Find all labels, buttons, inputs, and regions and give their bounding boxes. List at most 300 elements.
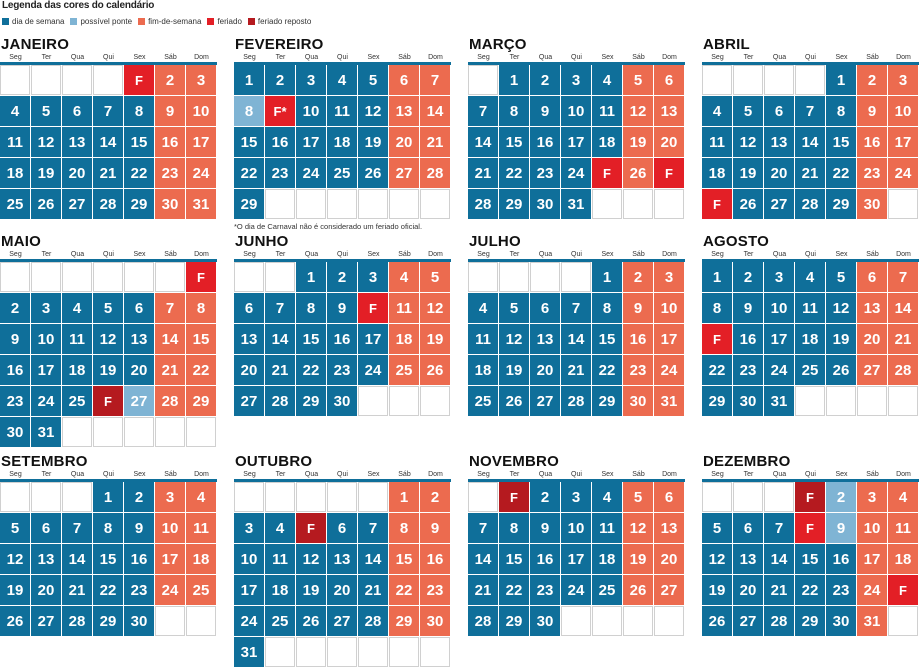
day-cell: 16 [265, 127, 295, 157]
weekday-label: Ter [509, 54, 520, 61]
day-cell: 26 [623, 158, 653, 188]
day-cell: 13 [733, 544, 763, 574]
day-cell: 24 [888, 158, 918, 188]
legend-item-holiday [207, 17, 241, 26]
weekday-label: Qua [538, 251, 553, 258]
empty-cell [358, 386, 388, 416]
holiday-cell: F [499, 482, 529, 512]
empty-cell [623, 189, 653, 219]
day-cell: 28 [795, 189, 825, 219]
day-cell: 30 [623, 386, 653, 416]
empty-cell [764, 65, 794, 95]
day-cell: 21 [358, 575, 388, 605]
day-cell: 1 [93, 482, 123, 512]
weekday-header [702, 53, 919, 65]
weekday-label: Qui [805, 471, 816, 478]
day-cell: 7 [155, 293, 185, 323]
day-cell: 12 [31, 127, 61, 157]
day-cell: 17 [561, 127, 591, 157]
weekday-label: Seg [477, 471, 490, 478]
weekday-label: Sáb [398, 471, 411, 478]
day-cell: 24 [186, 158, 216, 188]
legend-item-weekend [138, 17, 201, 26]
weekday-label: Seg [477, 251, 490, 258]
weekday-label: Seg [477, 54, 490, 61]
empty-cell [420, 386, 450, 416]
weekday-label: Sáb [866, 251, 879, 258]
month-name: MARÇO [469, 36, 527, 53]
day-cell: 3 [561, 482, 591, 512]
empty-cell [93, 65, 123, 95]
day-cell: 1 [389, 482, 419, 512]
day-cell: 30 [530, 189, 560, 219]
month-name: JULHO [469, 233, 521, 250]
day-cell: 11 [265, 544, 295, 574]
legend-item-restored-holiday [248, 17, 311, 26]
day-cell: 30 [327, 386, 357, 416]
day-cell: 22 [296, 355, 326, 385]
day-cell: 31 [764, 386, 794, 416]
day-cell: 27 [124, 386, 154, 416]
day-cell: 24 [654, 355, 684, 385]
day-cell: 4 [389, 262, 419, 292]
day-cell: 5 [702, 513, 732, 543]
empty-cell [186, 606, 216, 636]
day-cell: 4 [795, 262, 825, 292]
day-cell: 2 [0, 293, 30, 323]
day-cell: 10 [888, 96, 918, 126]
weekday-label: Qui [805, 251, 816, 258]
day-cell: 11 [888, 513, 918, 543]
empty-cell [0, 65, 30, 95]
day-cell: 18 [389, 324, 419, 354]
day-cell: 5 [93, 293, 123, 323]
empty-cell [327, 482, 357, 512]
day-cell: 24 [296, 158, 326, 188]
empty-cell [888, 606, 918, 636]
day-cell: 29 [499, 189, 529, 219]
day-cell: 25 [62, 386, 92, 416]
holiday-cell: F [702, 189, 732, 219]
day-cell: 12 [0, 544, 30, 574]
day-cell: 16 [124, 544, 154, 574]
day-cell: 27 [733, 606, 763, 636]
empty-cell [389, 637, 419, 667]
weekday-label: Dom [896, 471, 911, 478]
day-cell: 7 [62, 513, 92, 543]
day-cell: 29 [826, 189, 856, 219]
day-cell: 1 [826, 65, 856, 95]
day-cell: 20 [234, 355, 264, 385]
day-cell: 10 [857, 513, 887, 543]
empty-cell [530, 262, 560, 292]
empty-cell [93, 262, 123, 292]
day-cell: 17 [186, 127, 216, 157]
weekday-label: Sex [835, 54, 848, 61]
weekday-label: Qua [304, 251, 319, 258]
weekday-label: Qua [70, 251, 85, 258]
day-cell: 6 [654, 65, 684, 95]
empty-cell [654, 189, 684, 219]
day-cell: 16 [530, 544, 560, 574]
weekday-label: Seg [9, 54, 22, 61]
day-cell: 9 [623, 293, 653, 323]
day-cell: 23 [530, 575, 560, 605]
weekday-label: Dom [428, 251, 443, 258]
day-cell: 28 [764, 606, 794, 636]
day-cell: 21 [420, 127, 450, 157]
day-cell: 21 [93, 158, 123, 188]
day-cell: 29 [296, 386, 326, 416]
weekday-label: Ter [743, 251, 754, 258]
holiday-cell: F [358, 293, 388, 323]
weekday-label: Seg [711, 251, 724, 258]
day-cell: 7 [420, 65, 450, 95]
day-cell: 14 [795, 127, 825, 157]
day-cell: 18 [888, 544, 918, 574]
day-cell: 6 [733, 513, 763, 543]
empty-cell [857, 386, 887, 416]
day-cell: 10 [296, 96, 326, 126]
day-cell: 20 [733, 575, 763, 605]
day-cell: 8 [296, 293, 326, 323]
day-cell: 26 [623, 575, 653, 605]
weekday-label: Qui [337, 251, 348, 258]
weekday-label: Qua [772, 251, 787, 258]
day-cell: 25 [327, 158, 357, 188]
empty-cell [124, 417, 154, 447]
empty-cell [826, 386, 856, 416]
day-cell: 11 [0, 127, 30, 157]
weekday-label: Ter [41, 54, 52, 61]
day-cell: 9 [530, 96, 560, 126]
day-cell: 27 [857, 355, 887, 385]
day-cell: 4 [0, 96, 30, 126]
day-cell: 22 [499, 158, 529, 188]
weekday-header [468, 250, 685, 262]
weekday-label: Qui [337, 54, 348, 61]
day-cell: 14 [93, 127, 123, 157]
day-cell: 16 [530, 127, 560, 157]
empty-cell [592, 189, 622, 219]
day-cell: 29 [702, 386, 732, 416]
day-cell: 16 [0, 355, 30, 385]
day-cell: 13 [31, 544, 61, 574]
weekday-label: Qui [571, 251, 582, 258]
month-name: OUTUBRO [235, 453, 313, 470]
weekday-label: Sex [601, 54, 614, 61]
day-cell: 15 [234, 127, 264, 157]
day-cell: 21 [888, 324, 918, 354]
day-cell: 31 [561, 189, 591, 219]
legend-swatch-weekday [2, 18, 9, 25]
day-cell: 15 [592, 324, 622, 354]
day-cell: 13 [857, 293, 887, 323]
legend-swatch-possible-bridge [70, 18, 77, 25]
month-name: SETEMBRO [1, 453, 88, 470]
weekday-label: Sáb [398, 251, 411, 258]
day-cell: 3 [654, 262, 684, 292]
day-cell: 8 [234, 96, 264, 126]
day-cell: 29 [795, 606, 825, 636]
day-cell: 7 [93, 96, 123, 126]
day-cell: 26 [702, 606, 732, 636]
empty-cell [795, 386, 825, 416]
day-cell: 13 [654, 96, 684, 126]
legend-item-weekday [2, 17, 64, 26]
day-cell: 4 [702, 96, 732, 126]
day-cell: 4 [62, 293, 92, 323]
weekday-label: Qua [70, 471, 85, 478]
day-cell: 25 [186, 575, 216, 605]
empty-cell [499, 262, 529, 292]
weekday-label: Dom [194, 54, 209, 61]
empty-cell [62, 482, 92, 512]
day-cell: 18 [327, 127, 357, 157]
day-cell: 19 [296, 575, 326, 605]
day-cell: 20 [327, 575, 357, 605]
weekday-label: Ter [275, 471, 286, 478]
day-cell: 19 [623, 544, 653, 574]
weekday-label: Seg [243, 251, 256, 258]
weekday-label: Dom [194, 471, 209, 478]
day-cell: 25 [0, 189, 30, 219]
day-cell: 21 [561, 355, 591, 385]
day-cell: 17 [296, 127, 326, 157]
holiday-cell: F [186, 262, 216, 292]
empty-cell [764, 482, 794, 512]
empty-cell [31, 65, 61, 95]
day-cell: 2 [623, 262, 653, 292]
day-cell: 24 [31, 386, 61, 416]
empty-cell [186, 417, 216, 447]
month-name: JUNHO [235, 233, 289, 250]
day-cell: 2 [327, 262, 357, 292]
weekday-label: Ter [743, 54, 754, 61]
weekday-label: Sex [367, 54, 380, 61]
weekday-label: Sáb [164, 251, 177, 258]
day-cell: 23 [857, 158, 887, 188]
empty-cell [155, 606, 185, 636]
weekday-label: Ter [275, 54, 286, 61]
weekday-label: Dom [194, 251, 209, 258]
empty-cell [468, 65, 498, 95]
day-cell: 16 [826, 544, 856, 574]
day-cell: 11 [62, 324, 92, 354]
day-cell: 16 [420, 544, 450, 574]
day-cell: 19 [0, 575, 30, 605]
day-cell: 3 [296, 65, 326, 95]
day-cell: 14 [62, 544, 92, 574]
day-cell: 22 [592, 355, 622, 385]
day-cell: 6 [31, 513, 61, 543]
weekday-label: Qui [103, 54, 114, 61]
day-cell: 30 [857, 189, 887, 219]
empty-cell [0, 482, 30, 512]
day-cell: 31 [31, 417, 61, 447]
day-cell: 12 [623, 513, 653, 543]
day-cell: 21 [265, 355, 295, 385]
empty-cell [389, 386, 419, 416]
day-cell: 19 [733, 158, 763, 188]
day-cell: 23 [327, 355, 357, 385]
day-cell: 15 [795, 544, 825, 574]
day-cell: 6 [62, 96, 92, 126]
day-cell: 18 [186, 544, 216, 574]
day-cell: 26 [296, 606, 326, 636]
weekday-label: Sáb [398, 54, 411, 61]
day-cell: 28 [358, 606, 388, 636]
weekday-label: Qui [571, 471, 582, 478]
weekday-label: Qua [304, 54, 319, 61]
weekday-header [234, 250, 451, 262]
day-cell: 9 [124, 513, 154, 543]
day-cell: 7 [265, 293, 295, 323]
day-cell: 11 [327, 96, 357, 126]
day-cell: 17 [561, 544, 591, 574]
day-cell: 3 [31, 293, 61, 323]
day-cell: 31 [654, 386, 684, 416]
day-cell: 12 [296, 544, 326, 574]
weekday-label: Seg [711, 471, 724, 478]
day-cell: 19 [499, 355, 529, 385]
day-cell: 30 [124, 606, 154, 636]
day-cell: 30 [530, 606, 560, 636]
day-cell: 30 [733, 386, 763, 416]
month-name: NOVEMBRO [469, 453, 559, 470]
weekday-label: Qui [103, 471, 114, 478]
day-cell: 31 [186, 189, 216, 219]
day-cell: 21 [155, 355, 185, 385]
day-cell: 20 [654, 127, 684, 157]
day-cell: 7 [888, 262, 918, 292]
day-cell: 22 [186, 355, 216, 385]
empty-cell [420, 189, 450, 219]
holiday-cell: F [795, 513, 825, 543]
empty-cell [31, 262, 61, 292]
day-cell: 14 [888, 293, 918, 323]
day-cell: 13 [654, 513, 684, 543]
day-cell: 2 [733, 262, 763, 292]
day-cell: 11 [186, 513, 216, 543]
day-cell: 4 [592, 65, 622, 95]
weekday-label: Sáb [632, 471, 645, 478]
day-cell: 14 [420, 96, 450, 126]
day-cell: 3 [764, 262, 794, 292]
day-cell: 28 [888, 355, 918, 385]
legend-label: fim-de-semana [148, 17, 202, 26]
holiday-cell: F [93, 386, 123, 416]
day-cell: 27 [389, 158, 419, 188]
holiday-cell: F [592, 158, 622, 188]
day-cell: 14 [265, 324, 295, 354]
day-cell: 8 [499, 96, 529, 126]
empty-cell [358, 189, 388, 219]
weekday-label: Dom [662, 471, 677, 478]
day-cell: 22 [795, 575, 825, 605]
weekday-label: Dom [428, 471, 443, 478]
day-cell: 18 [702, 158, 732, 188]
day-cell: 3 [857, 482, 887, 512]
day-cell: 14 [155, 324, 185, 354]
day-cell: 22 [124, 158, 154, 188]
day-cell: 6 [234, 293, 264, 323]
day-cell: 12 [733, 127, 763, 157]
day-cell: 12 [358, 96, 388, 126]
holiday-cell: F [654, 158, 684, 188]
weekday-header [702, 470, 919, 482]
empty-cell [561, 606, 591, 636]
empty-cell [0, 262, 30, 292]
day-cell: 29 [93, 606, 123, 636]
day-cell: 17 [31, 355, 61, 385]
day-cell: 22 [826, 158, 856, 188]
day-cell: 26 [31, 189, 61, 219]
weekday-label: Sáb [632, 54, 645, 61]
empty-cell [358, 637, 388, 667]
day-cell: 13 [764, 127, 794, 157]
day-cell: 8 [186, 293, 216, 323]
day-cell: 2 [857, 65, 887, 95]
day-cell: 21 [795, 158, 825, 188]
legend-swatch-weekend [138, 18, 145, 25]
day-cell: 2 [530, 65, 560, 95]
weekday-label: Qua [772, 471, 787, 478]
day-cell: 4 [592, 482, 622, 512]
day-cell: 15 [499, 544, 529, 574]
day-cell: 11 [702, 127, 732, 157]
day-cell: 22 [702, 355, 732, 385]
day-cell: 22 [389, 575, 419, 605]
day-cell: 20 [857, 324, 887, 354]
day-cell: 19 [702, 575, 732, 605]
day-cell: 26 [358, 158, 388, 188]
day-cell: 24 [358, 355, 388, 385]
day-cell: 7 [358, 513, 388, 543]
day-cell: 4 [265, 513, 295, 543]
day-cell: 13 [389, 96, 419, 126]
day-cell: 13 [62, 127, 92, 157]
day-cell: 17 [358, 324, 388, 354]
empty-cell [888, 386, 918, 416]
day-cell: 13 [234, 324, 264, 354]
day-cell: 30 [420, 606, 450, 636]
weekday-label: Qua [772, 54, 787, 61]
day-cell: 29 [389, 606, 419, 636]
day-cell: 23 [530, 158, 560, 188]
month-name: MAIO [1, 233, 41, 250]
day-cell: 28 [561, 386, 591, 416]
weekday-header [702, 250, 919, 262]
day-cell: 10 [561, 96, 591, 126]
day-cell: 31 [234, 637, 264, 667]
day-cell: 3 [888, 65, 918, 95]
day-cell: 23 [420, 575, 450, 605]
day-cell: 28 [155, 386, 185, 416]
day-cell: 3 [234, 513, 264, 543]
day-cell: 16 [155, 127, 185, 157]
day-cell: 28 [420, 158, 450, 188]
weekday-label: Dom [896, 251, 911, 258]
day-cell: 2 [155, 65, 185, 95]
day-cell: 7 [795, 96, 825, 126]
legend-label: possível ponte [80, 17, 133, 26]
legend-label: feriado reposto [257, 17, 312, 26]
day-cell: 4 [327, 65, 357, 95]
day-cell: 10 [234, 544, 264, 574]
day-cell: 24 [234, 606, 264, 636]
day-cell: 26 [499, 386, 529, 416]
